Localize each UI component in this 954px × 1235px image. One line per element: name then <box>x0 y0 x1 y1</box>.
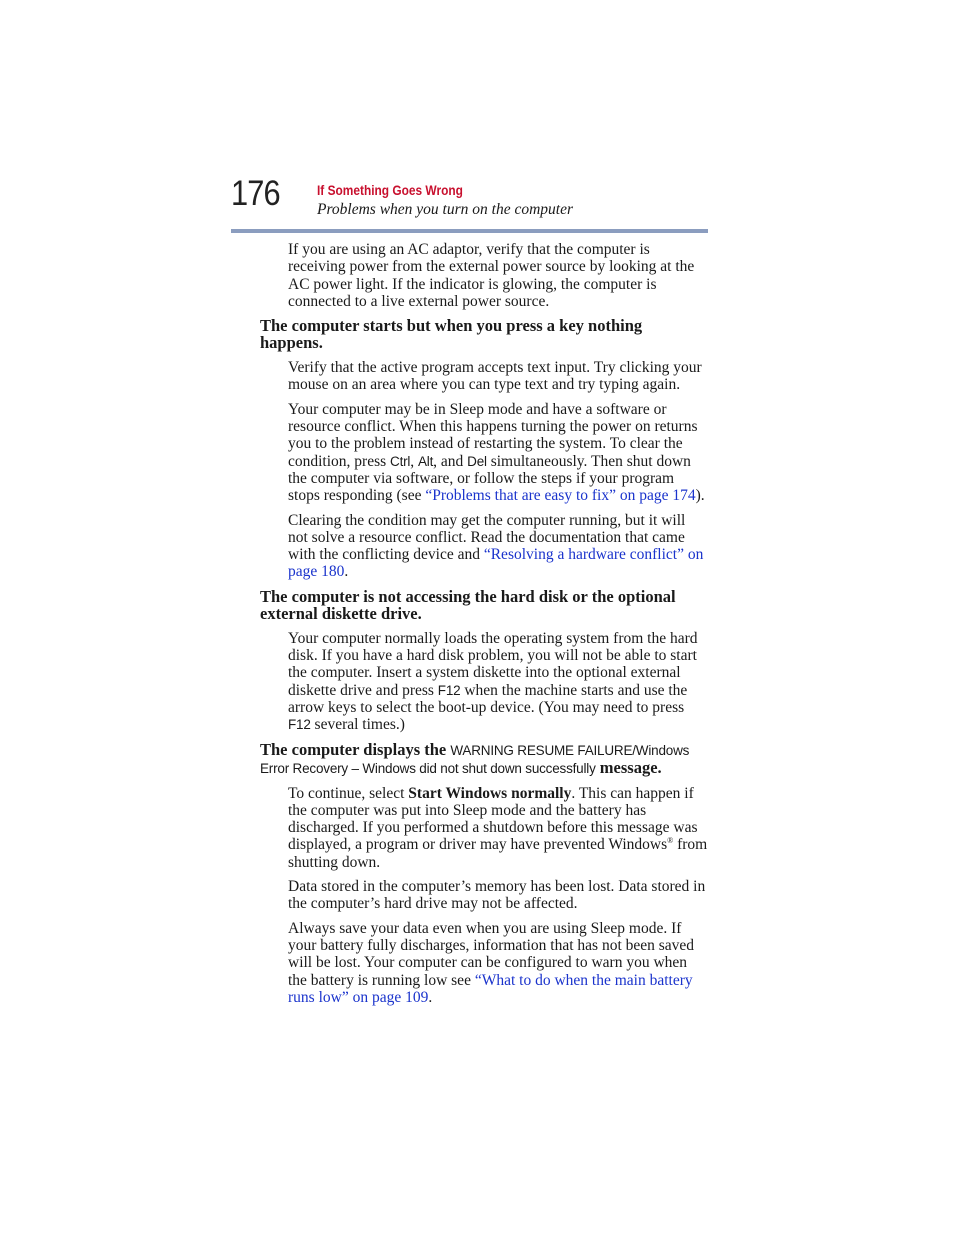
paragraph-ac-adaptor: If you are using an AC adaptor, verify that the computer is receiving power from the external power source by looking at the AC power light. If the indicator is glowing, the computer is connected to a live external power source. <box>288 241 695 310</box>
error-message-text: WARNING RESUME FAILURE/Windows Error Recovery – Windows did not shut down successfully <box>260 742 690 776</box>
registered-mark: ® <box>667 836 674 846</box>
text: , and <box>433 452 468 470</box>
page-number: 176 <box>231 174 280 213</box>
key-del: Del <box>467 453 487 469</box>
link-problems-easy-to-fix[interactable]: “Problems that are easy to fix” on page 174 <box>425 487 696 505</box>
text: . <box>344 563 349 581</box>
chapter-title: If Something Goes Wrong <box>317 182 463 198</box>
text: , <box>410 452 418 470</box>
heading-hard-disk: The computer is not accessing the hard disk or the optional external diskette drive. <box>260 586 676 623</box>
text: The computer displays the <box>260 739 451 759</box>
paragraph-data-lost: Data stored in the computer’s memory has been lost. Data stored in the computer’s hard drive may not be affected. <box>288 878 706 913</box>
text: . <box>428 988 433 1006</box>
option-start-windows-normally: Start Windows normally <box>408 784 572 802</box>
text: when the machine starts and use the arrow keys to select the boot-up device. (You may need to press <box>288 681 688 716</box>
page-body <box>260 241 708 1013</box>
paragraph-save-data <box>288 920 708 1006</box>
text: To continue, select <box>288 784 409 802</box>
text: Always save your data even when you are using Sleep mode. If your battery fully discharges, information that has not been saved will be lost. Your computer can be configured to warn you when the battery is running low see <box>288 919 695 989</box>
header-rule <box>231 229 708 233</box>
text: several times.) <box>310 716 405 734</box>
key-f12: F12 <box>288 717 311 733</box>
key-alt: Alt <box>417 453 434 469</box>
link-resolving-hardware-conflict[interactable]: “Resolving a hardware conflict” on page 180 <box>288 546 704 581</box>
heading-key-nothing-happens: The computer starts but when you press a key nothing happens. <box>260 316 643 353</box>
text: . This can happen if the computer was put into Sleep mode and the battery has discharged. If you performed a shutdown before this message was displayed, a program or driver may have prevented Windows <box>288 784 698 854</box>
paragraph-verify-text-input: Verify that the active program accepts text input. Try clicking your mouse on an area where you can type text and try typing again. <box>288 359 702 394</box>
text: ). <box>695 487 705 505</box>
heading-warning-resume-failure <box>260 741 708 777</box>
text: simultaneously. Then shut down the computer via software, or follow the steps if your program stops responding (see <box>288 452 691 505</box>
paragraph-clearing-condition <box>288 512 708 581</box>
key-f12: F12 <box>437 682 461 698</box>
text: Clearing the condition may get the computer running, but it will not solve a resource conflict. Read the documentation that came with the conflicting device and <box>288 511 686 564</box>
section-title: Problems when you turn on the computer <box>317 201 573 218</box>
text: message. <box>595 757 662 777</box>
text: Your computer normally loads the operating system from the hard disk. If you have a hard disk problem, you will not be able to start the computer. Insert a system diskette into the optional external diskette drive and press <box>288 629 698 699</box>
paragraph-hard-disk <box>288 630 708 734</box>
paragraph-sleep-mode-conflict <box>288 401 708 505</box>
text: Your computer may be in Sleep mode and have a software or resource conflict. When this happens turning the power on returns you to the problem instead of restarting the system. To clear the condition, press <box>288 400 698 470</box>
key-ctrl: Ctrl <box>390 453 411 469</box>
link-main-battery-low[interactable]: “What to do when the main battery runs low” on page 109 <box>288 971 693 1006</box>
paragraph-start-windows-normally <box>288 785 708 871</box>
text: from shutting down. <box>288 836 708 871</box>
